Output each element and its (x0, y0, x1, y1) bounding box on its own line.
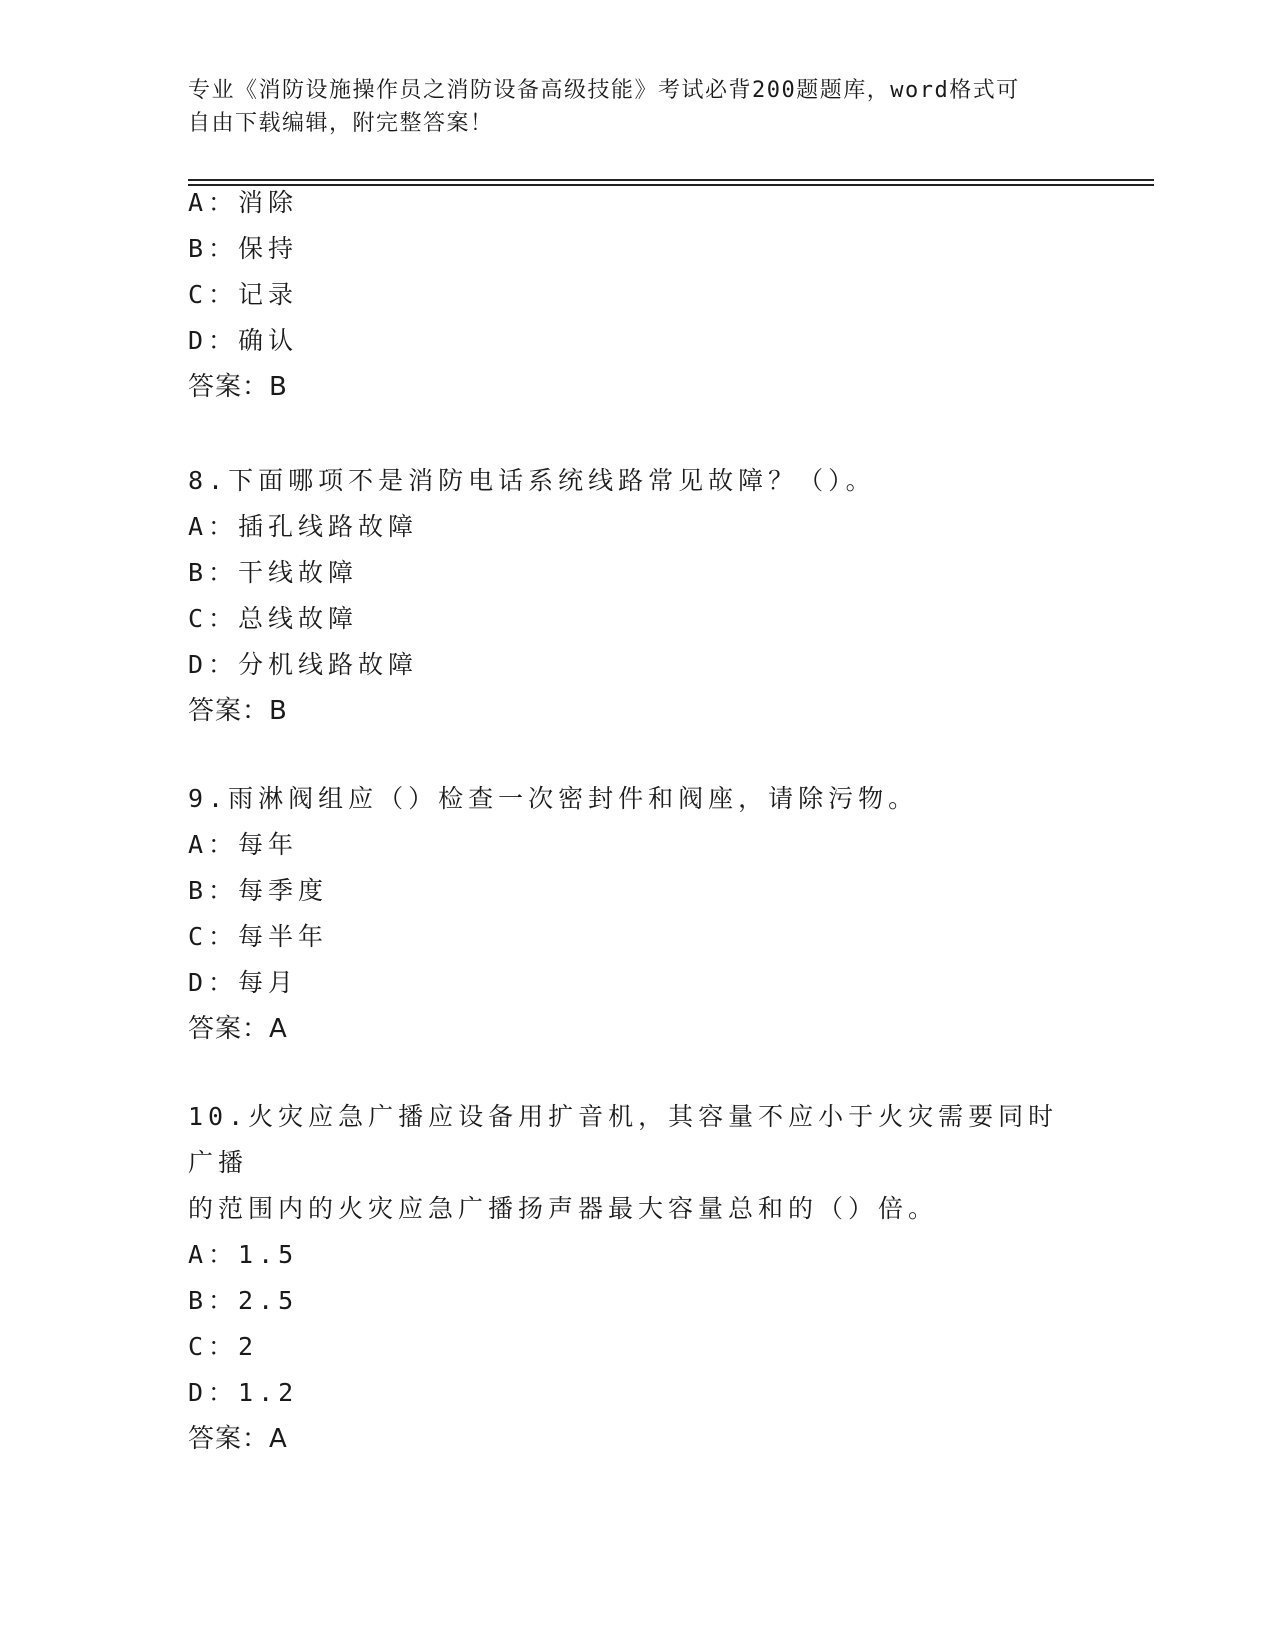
option-a: A：1.5 (188, 1240, 299, 1269)
answer: 答案：A (188, 1424, 288, 1454)
option-d: D：分机线路故障 (188, 650, 419, 679)
option-c: C：记录 (188, 280, 299, 309)
question-text-line-1: 10.火灾应急广播应设备用扩音机，其容量不应小于火灾需要同时广播 (188, 1102, 1059, 1177)
question-text-line-2: 的范围内的火灾应急广播扬声器最大容量总和的（）倍。 (188, 1194, 939, 1223)
question-8 (188, 458, 1088, 734)
option-c: C：总线故障 (188, 604, 359, 633)
option-a: A：消除 (188, 188, 299, 217)
option-d: D：1.2 (188, 1378, 299, 1407)
option-a: A：每年 (188, 830, 299, 859)
answer: 答案：B (188, 372, 288, 402)
option-c: C：2 (188, 1332, 259, 1361)
document-header (188, 74, 1088, 140)
question-text: 8.下面哪项不是消防电话系统线路常见故障？（）。 (188, 466, 876, 495)
option-c: C：每半年 (188, 922, 329, 951)
header-line-2: 自由下载编辑，附完整答案！ (188, 111, 494, 136)
option-b: B：每季度 (188, 876, 329, 905)
answer: 答案：A (188, 1014, 288, 1044)
answer: 答案：B (188, 696, 288, 726)
partial-question (188, 180, 1088, 410)
header-line-1: 专业《消防设施操作员之消防设备高级技能》考试必背200题题库，word格式可 (188, 78, 1020, 103)
option-b: B：保持 (188, 234, 299, 263)
option-b: B：干线故障 (188, 558, 359, 587)
option-d: D：每月 (188, 968, 299, 997)
option-d: D：确认 (188, 326, 299, 355)
question-9 (188, 776, 1088, 1052)
option-a: A：插孔线路故障 (188, 512, 419, 541)
question-text: 9.雨淋阀组应（）检查一次密封件和阀座，请除污物。 (188, 784, 919, 813)
question-10 (188, 1094, 1088, 1462)
option-b: B：2.5 (188, 1286, 299, 1315)
